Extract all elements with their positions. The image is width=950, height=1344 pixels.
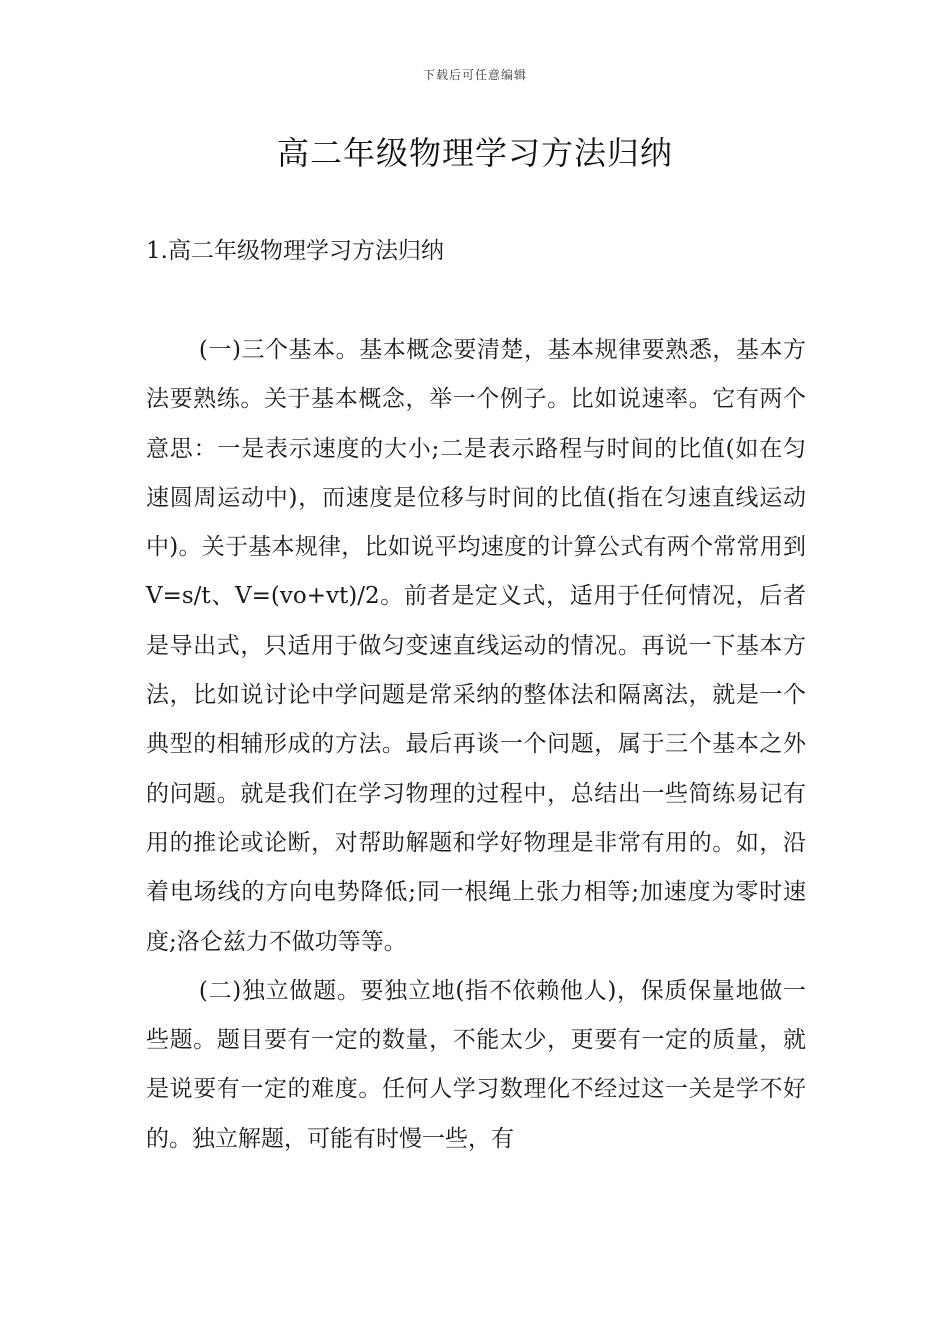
paragraph-independent-practice: (二)独立做题。要独立地(指不依赖他人)，保质保量地做一些题。题目要有一定的数量，不能太少，更要有一定的质量，就是说要有一定的难度。任何人学习数理化不经过这一关是学不好的。独立解题，可能有时慢一些，有: [146, 977, 806, 1152]
paragraph-three-basics: (一)三个基本。基本概念要清楚，基本规律要熟悉，基本方法要熟练。关于基本概念，举一个例子。比如说速率。它有两个意思：一是表示速度的大小;二是表示路程与时间的比值(如在匀速圆周运动中)，而速度是位移与时间的比值(指在匀速直线运动中)。关于基本规律，比如说平均速度的计算公式有两个常常用到V=s/t、V=(vo+vt)/2。前者是定义式，适用于任何情况，后者是导出式，只适用于做匀变速直线运动的情况。再说一下基本方法，比如说讨论中学问题是常采纳的整体法和隔离法，就是一个典型的相辅形成的方法。最后再谈一个问题，属于三个基本之外的问题。就是我们在学习物理的过程中，总结出一些简练易记有用的推论或论断，对帮助解题和学好物理是非常有用的。如，沿着电场线的方向电势降低;同一根绳上张力相等;加速度为零时速度;洛仑兹力不做功等等。: [146, 337, 806, 955]
header-note: 下载后可任意编辑: [422, 68, 527, 82]
section-heading: 1.高二年级物理学习方法归纳: [146, 238, 444, 264]
document-title: 高二年级物理学习方法归纳: [276, 134, 673, 172]
body-text: [146, 326, 806, 1164]
